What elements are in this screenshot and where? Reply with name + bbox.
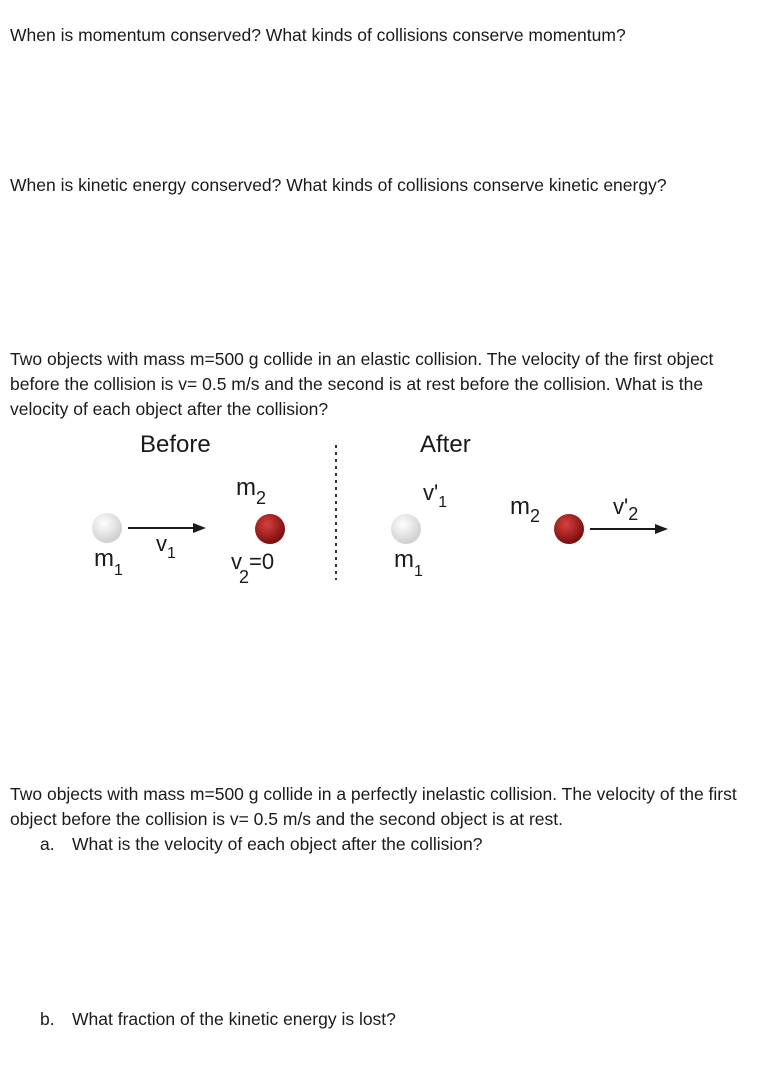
before-v2-label: v 2=0 <box>231 549 275 587</box>
after-heading: After <box>420 431 471 458</box>
question-inelastic-collision: Two objects with mass m=500 g collide in a perfectly inelastic collision. The velocity of the first object before the collision is v= 0.5 m/s and the second object is at rest. <box>10 784 737 829</box>
after-m1-label: $m_1$ <box>394 546 423 580</box>
question-momentum: When is momentum conserved? What kinds of collisions conserve momentum? <box>10 25 626 45</box>
after-v1prime-label: $v'_1$ <box>423 480 448 511</box>
question-elastic-collision: Two objects with mass m=500 g collide in an elastic collision. The velocity of the first object before the collision is v= 0.5 m/s and the second is at rest before the collision. What is the velocity of each object after the collision? <box>10 349 714 419</box>
after-ball-m1 <box>391 514 421 544</box>
before-v1-label: $v_1$ <box>156 531 176 562</box>
subquestion-a-label: a. <box>40 834 55 854</box>
subquestion-a <box>40 832 483 857</box>
after-v2prime-label: $v'_2$ <box>613 494 639 524</box>
before-ball-m2 <box>255 514 285 544</box>
subquestion-b-label: b. <box>40 1009 55 1029</box>
after-arrowhead-v2 <box>655 524 668 534</box>
before-m2-label: $m_2$ <box>236 474 267 508</box>
before-ball-m1 <box>92 513 122 543</box>
before-arrowhead-v1 <box>193 523 206 533</box>
question-kinetic-energy: When is kinetic energy conserved? What kinds of collisions conserve kinetic energy? <box>10 175 667 195</box>
collision-diagram <box>80 425 680 595</box>
subquestion-b <box>40 1007 396 1032</box>
before-m1-label: $m_1$ <box>94 545 123 579</box>
subquestion-a-text: What is the velocity of each object after the collision? <box>72 834 483 854</box>
before-heading: Before <box>140 431 211 458</box>
after-ball-m2 <box>554 514 584 544</box>
subquestion-b-text: What fraction of the kinetic energy is lost? <box>72 1009 396 1029</box>
after-m2-label: $m_2$ <box>510 493 541 526</box>
